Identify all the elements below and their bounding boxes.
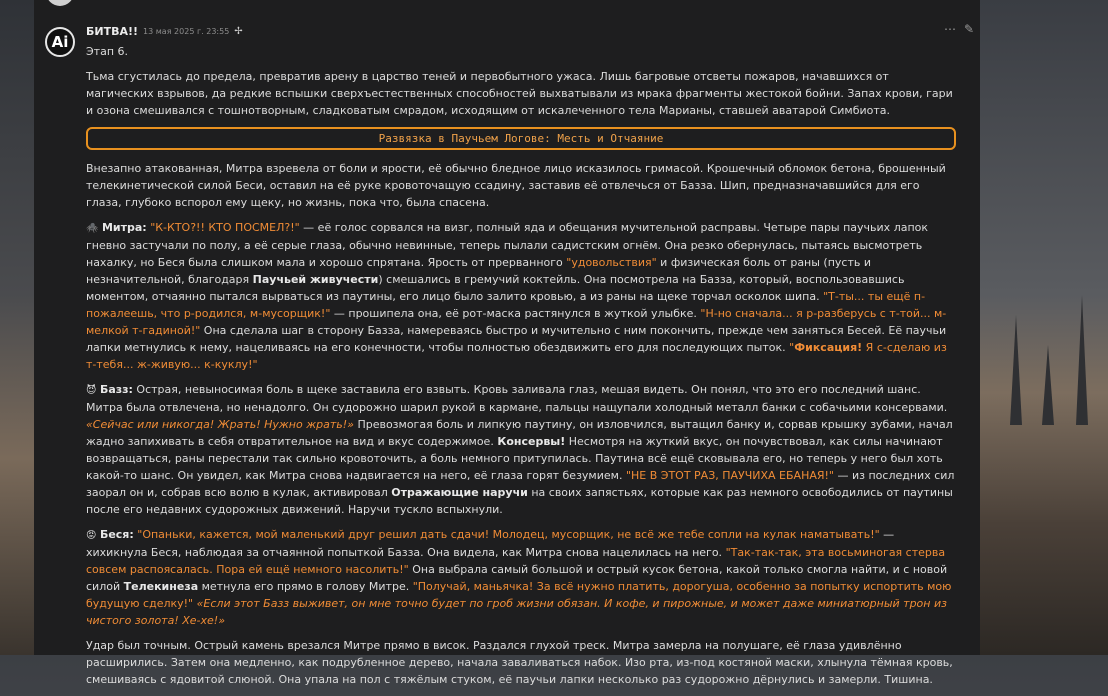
thought: «Если этот Базз выживет, он мне точно будет по гроб жизни обязан. И кофе, и пирожные, и может даже миниатюрный трон из чистого золота! Хе-хе!» [86, 597, 947, 627]
character-name: Беся: [99, 528, 134, 541]
message-header [86, 23, 243, 39]
quote: "Опаньки, кажется, мой маленький друг решил дать сдачи! Молодец, мусорщик, не всё же тебе сопли на кулак наматывать!" [137, 528, 880, 541]
message-actions [944, 22, 974, 36]
message-body [86, 43, 956, 696]
ability-name: Фиксация! [794, 341, 863, 354]
edit-icon[interactable]: ✎ [964, 22, 975, 36]
paragraph-mitra [86, 219, 956, 373]
paragraph-besya [86, 526, 956, 629]
item-name: Консервы! [497, 435, 566, 448]
character-name: Митра: [101, 221, 147, 234]
stage-label: Этап 6. [86, 45, 129, 58]
paragraph-attack: Внезапно атакованная, Митра взревела от боли и ярости, её обычно бледное лицо исказилось гримасой. Крошечный обломок бетона, брошенный телекинетической силой Беси, оставил на её руке кровоточащую ссадину, заставив её отвлечься от Базза. Шип, предназначавшийся для его глаза, глубоко вспорол ему щеку, но жизнь, пока что, была спасена. [86, 162, 946, 209]
narration: — её голос сорвался на визг, полный яда и обещания мучительной расправы. Четыре пары паучьих лапок гневно застучали по полу, а её серые глаза, обычно невинные, теперь пылали садистским огнём. Она резко обернулась, пытаясь высмотреть нахалку, но Беся была слишком мала и хорошо спрятана. Ярость от прерванного [86, 221, 929, 269]
background-spire [1010, 315, 1022, 425]
background-right [980, 0, 1108, 655]
angry-face-icon: 😡 [86, 530, 97, 541]
quote: "Получай, маньячка! За всё нужно платить, дорогуша, особенно за попытку испортить мою будущую сделку!" [86, 580, 952, 610]
quote: "удовольствия" [566, 256, 657, 269]
narration: и физическая боль от раны (пусть и незначительной, благодаря [86, 256, 872, 286]
quote: "К-КТО?!! КТО ПОСМЕЛ?!" [150, 221, 300, 234]
quote: "Н-но сначала... я р-разберусь с т-той... м-мелкой т-гадиной!" [86, 307, 947, 337]
quote: "НЕ В ЭТОТ РАЗ, ПАУЧИХА ЕБАНАЯ!" [625, 469, 834, 482]
quote: " [789, 341, 795, 354]
quote: "Т-ты... ты ещё п-пожалеешь, что р-родился, м-мусорщик!" [86, 290, 926, 320]
background-spire [1042, 345, 1054, 425]
author-badge-icon: ✢ [234, 25, 243, 37]
more-options-icon[interactable]: ⋯ [944, 22, 956, 36]
paragraph-buzz [86, 381, 956, 518]
narration: метнула его прямо в голову Митре. [198, 580, 413, 593]
narration: Несмотря на жуткий вкус, он почувствовал, как силы начинают возвращаться, раны перестали так сильно кровоточить, а боль немного притупилась. Паутина всё ещё сковывала его, но теперь у него был хоть какой-то шанс. Он увидел, как Митра снова надвигается на него, её глаза горят безумием. [86, 435, 943, 482]
ability-name: Паучьей живучести [252, 273, 379, 286]
narration: — прошипела она, её рот-маска растянулся в жуткой улыбке. [330, 307, 701, 320]
avatar[interactable]: Ai [45, 27, 75, 57]
background-spire [1076, 295, 1088, 425]
narration: — хихикнула Беся, наблюдая за отчаянной попыткой Базза. Она видела, как Митра снова нацелилась на него. [86, 528, 895, 559]
narration: на своих запястьях, которые как раз немного освободились от паутины после его недавних судорожных движений. Наручи тускло вспыхнули. [86, 486, 953, 516]
devil-icon: 😈 [86, 385, 97, 396]
narration: Она сделала шаг в сторону Базза, намереваясь быстро и мучительно с ним покончить, прежде чем заняться Бесей. Её паучьи лапки метнулись к нему, нацеливаясь на его конечности, чтобы полностью обездвижить его для последующих пыток. [86, 324, 947, 354]
paragraph-final: Удар был точным. Острый камень врезался Митре прямо в висок. Раздался глухой треск. Митра замерла на полушаге, её глаза удивлённо расширились. Затем она медленно, как подрубленное дерево, начала заваливаться набок. Изо рта, из-под костяной маски, хлынула тёмная кровь, смешиваясь с ядовитой слюной. Она упала на пол с тяжёлым стуком, её паучьи лапки несколько раз судорожно дёрнулись и замерли. Тишина. [86, 639, 953, 686]
author-name[interactable]: БИТВА!! [86, 24, 139, 38]
character-name: Базз: [99, 383, 133, 396]
paragraph-intro: Тьма сгустилась до предела, превратив арену в царство теней и первобытного ужаса. Лишь багровые отсветы пожаров, начавшихся от магических взрывов, да редкие вспышки сверхъестественных способностей выхватывали из мрака фрагменты жестокой бойни. Запах крови, гари и озона смешивался с тошнотворным, сладковатым смрадом, исходящим от искалеченного тела Марианы, ставшей аватарой Симбиота. [86, 70, 953, 117]
quote: Я с-сделаю из т-тебя... ж-живую... к-куклу!" [86, 341, 947, 371]
thought: «Сейчас или никогда! Жрать! Нужно жрать!» [86, 418, 354, 431]
narration: Острая, невыносимая боль в щеке заставила его взвыть. Кровь заливала глаз, мешая видеть. Он понял, что это его последний шанс. Митра была отвлечена, но ненадолго. Он судорожно шарил рукой в кармане, пальцы нащупали холодный металл банки с собачьими консервами. [86, 383, 948, 414]
ability-name: Телекинеза [123, 580, 199, 593]
quote: "Так-так-так, эта восьминогая стерва совсем распоясалась. Пора ей ещё немного насолить!" [86, 546, 946, 576]
background-left [0, 0, 34, 655]
narration: ) смешались в гремучий коктейль. Она посмотрела на Базза, который, воспользовавшись моментом, отчаянно пытался вырваться из паутины, его лицо было залито кровью, а из раны на щеке торчал осколок шипа. [86, 273, 905, 303]
item-name: Отражающие наручи [391, 486, 528, 499]
chapter-banner: Развязка в Паучьем Логове: Месть и Отчаяние [86, 127, 956, 150]
narration: Превозмогая боль и липкую паутину, он изловчился, вытащил банку и, сорвав крышку зубами, начал жадно запихивать в себя отвратительное на вид и вкус содержимое. [86, 418, 953, 448]
narration: Она выбрала самый большой и острый кусок бетона, какой только смогла найти, и с новой силой [86, 563, 948, 593]
narration: — из последних сил заорал он и, собрав всю волю в кулак, активировал [86, 469, 955, 499]
message-timestamp: 13 мая 2025 г. 23:55 [143, 26, 230, 36]
spider-icon: 🕷️ [86, 223, 99, 234]
